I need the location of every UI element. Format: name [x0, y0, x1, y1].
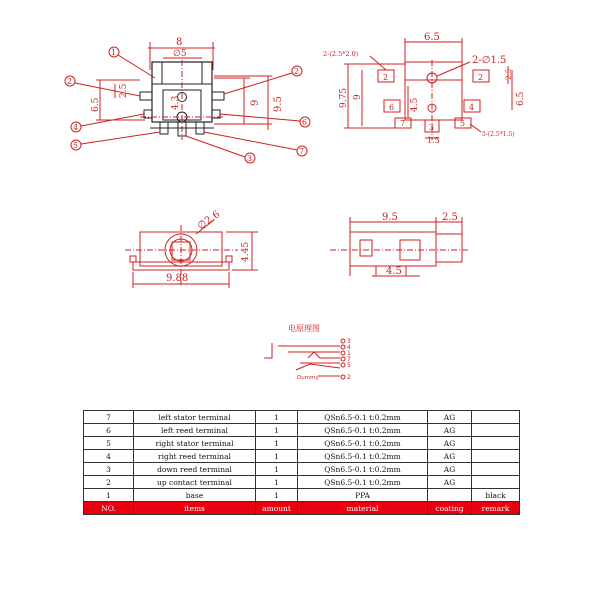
pad-6: 6	[389, 103, 395, 112]
table-cell: AG	[428, 450, 472, 463]
dim-pad-slots: 5-(2.5*1.5)	[482, 131, 515, 138]
table-cell: 5	[84, 437, 134, 450]
bom-body	[84, 411, 520, 502]
schematic-pins	[341, 338, 351, 381]
pad-layout-view	[323, 32, 526, 145]
callout-5	[71, 132, 160, 150]
table-cell: 6	[84, 424, 134, 437]
table-cell	[472, 476, 520, 489]
table-cell: AG	[428, 476, 472, 489]
table-cell: 2	[84, 476, 134, 489]
circuit-schematic	[264, 323, 351, 381]
pin-label: 3	[347, 338, 351, 345]
dim-top-2-5: 2.5	[442, 212, 458, 223]
table-cell: QSn6.5-0.1 t:0.2mm	[298, 450, 428, 463]
table-cell: QSn6.5-0.1 t:0.2mm	[298, 476, 428, 489]
svg-text:5: 5	[73, 141, 79, 150]
dummy-label: Dummy	[297, 375, 319, 381]
bom-header: material	[298, 502, 428, 515]
svg-text:3: 3	[247, 154, 253, 163]
table-cell	[472, 437, 520, 450]
table-cell	[428, 489, 472, 502]
table-cell: AG	[428, 437, 472, 450]
table-row	[84, 450, 520, 463]
table-cell	[472, 463, 520, 476]
dim-front-9: 9	[250, 99, 261, 106]
table-cell: 1	[256, 476, 298, 489]
table-cell: left stator terminal	[134, 411, 256, 424]
table-row	[84, 437, 520, 450]
table-row	[84, 489, 520, 502]
table-cell: 1	[256, 411, 298, 424]
bom-header: amount	[256, 502, 298, 515]
table-cell: PPA	[298, 489, 428, 502]
table-row	[84, 476, 520, 489]
table-cell: 1	[84, 489, 134, 502]
table-cell: QSn6.5-0.1 t:0.2mm	[298, 411, 428, 424]
table-cell: AG	[428, 411, 472, 424]
svg-text:2: 2	[294, 67, 300, 76]
table-cell: right stator terminal	[134, 437, 256, 450]
table-cell: 1	[256, 424, 298, 437]
table-row	[84, 411, 520, 424]
dim-pad-holes-1-5: 2-∅1.5	[472, 55, 507, 66]
pin-label: 1	[347, 350, 351, 357]
side-view	[125, 209, 258, 288]
table-cell: 1	[256, 450, 298, 463]
table-cell: 1	[256, 489, 298, 502]
dim-top-9-5: 9.5	[382, 212, 398, 223]
bill-of-materials-table	[83, 410, 520, 515]
svg-text:7: 7	[299, 147, 305, 156]
table-cell	[472, 450, 520, 463]
dim-pad-4-5: 4.5	[410, 97, 420, 112]
dim-front-2-5: 2.5	[119, 83, 129, 98]
table-cell: 3	[84, 463, 134, 476]
dim-side-bore: ∅2.6	[195, 208, 223, 233]
pad-3: 3	[429, 123, 435, 132]
table-cell	[472, 411, 520, 424]
dim-front-9-5: 9.5	[273, 96, 284, 112]
dim-pad-1-5: 1.5	[427, 136, 440, 145]
table-cell: 1	[256, 437, 298, 450]
table-cell	[472, 424, 520, 437]
dim-pad-9: 9	[353, 94, 363, 100]
dim-pad-2-5: 2.5	[505, 68, 513, 80]
dim-front-4-3: 4.3	[171, 95, 181, 110]
bom-header: coating	[428, 502, 472, 515]
callout-6	[220, 114, 310, 127]
pad-2-left: 2	[383, 73, 389, 82]
top-view	[330, 212, 470, 277]
table-cell: 4	[84, 450, 134, 463]
bom-header-row	[84, 502, 520, 515]
table-cell: AG	[428, 463, 472, 476]
table-cell: left reed terminal	[134, 424, 256, 437]
table-cell: QSn6.5-0.1 t:0.2mm	[298, 437, 428, 450]
bom-header: NO.	[84, 502, 134, 515]
table-cell: AG	[428, 424, 472, 437]
svg-text:1: 1	[111, 48, 117, 57]
dim-side-4-45: 4.45	[241, 241, 251, 262]
svg-text:6: 6	[302, 118, 308, 127]
bom-header: items	[134, 502, 256, 515]
pad-5: 5	[460, 119, 466, 128]
pad-4: 4	[469, 103, 475, 112]
svg-text:4: 4	[73, 123, 79, 132]
table-row	[84, 424, 520, 437]
table-cell: right reed terminal	[134, 450, 256, 463]
dim-pad-9-75: 9.75	[339, 87, 349, 108]
pad-2-right: 2	[478, 73, 484, 82]
table-cell: 1	[256, 463, 298, 476]
schematic-title: 电原理图	[288, 324, 320, 333]
table-cell: base	[134, 489, 256, 502]
dim-front-bore: ∅5	[173, 49, 187, 59]
dim-pad-width: 6.5	[424, 32, 440, 43]
table-cell: up contact terminal	[134, 476, 256, 489]
table-cell: 7	[84, 411, 134, 424]
dim-pad-holes-2x2: 2-(2.5*2.0)	[323, 50, 359, 58]
table-cell: QSn6.5-0.1 t:0.2mm	[298, 424, 428, 437]
table-cell: black	[472, 489, 520, 502]
callout-2-right	[224, 66, 302, 94]
dim-front-width: 8	[176, 37, 183, 48]
front-view	[65, 37, 310, 163]
svg-text:2: 2	[67, 77, 73, 86]
pin-label: 2	[347, 374, 351, 381]
callout-7	[204, 132, 307, 156]
dim-top-4-5: 4.5	[386, 266, 402, 277]
pin-label: 4	[347, 344, 351, 351]
pin-label: 7	[347, 356, 351, 363]
dim-side-9-88: 9.88	[166, 273, 189, 284]
bom-header: remark	[472, 502, 520, 515]
pin-label: 5	[347, 362, 351, 369]
dim-front-6-5: 6.5	[91, 97, 101, 112]
table-cell: QSn6.5-0.1 t:0.2mm	[298, 463, 428, 476]
pad-7: 7	[400, 119, 406, 128]
callout-4	[71, 114, 144, 132]
table-row	[84, 463, 520, 476]
dim-pad-6-5: 6.5	[516, 91, 526, 106]
table-cell: down reed terminal	[134, 463, 256, 476]
callout-1	[109, 47, 155, 78]
